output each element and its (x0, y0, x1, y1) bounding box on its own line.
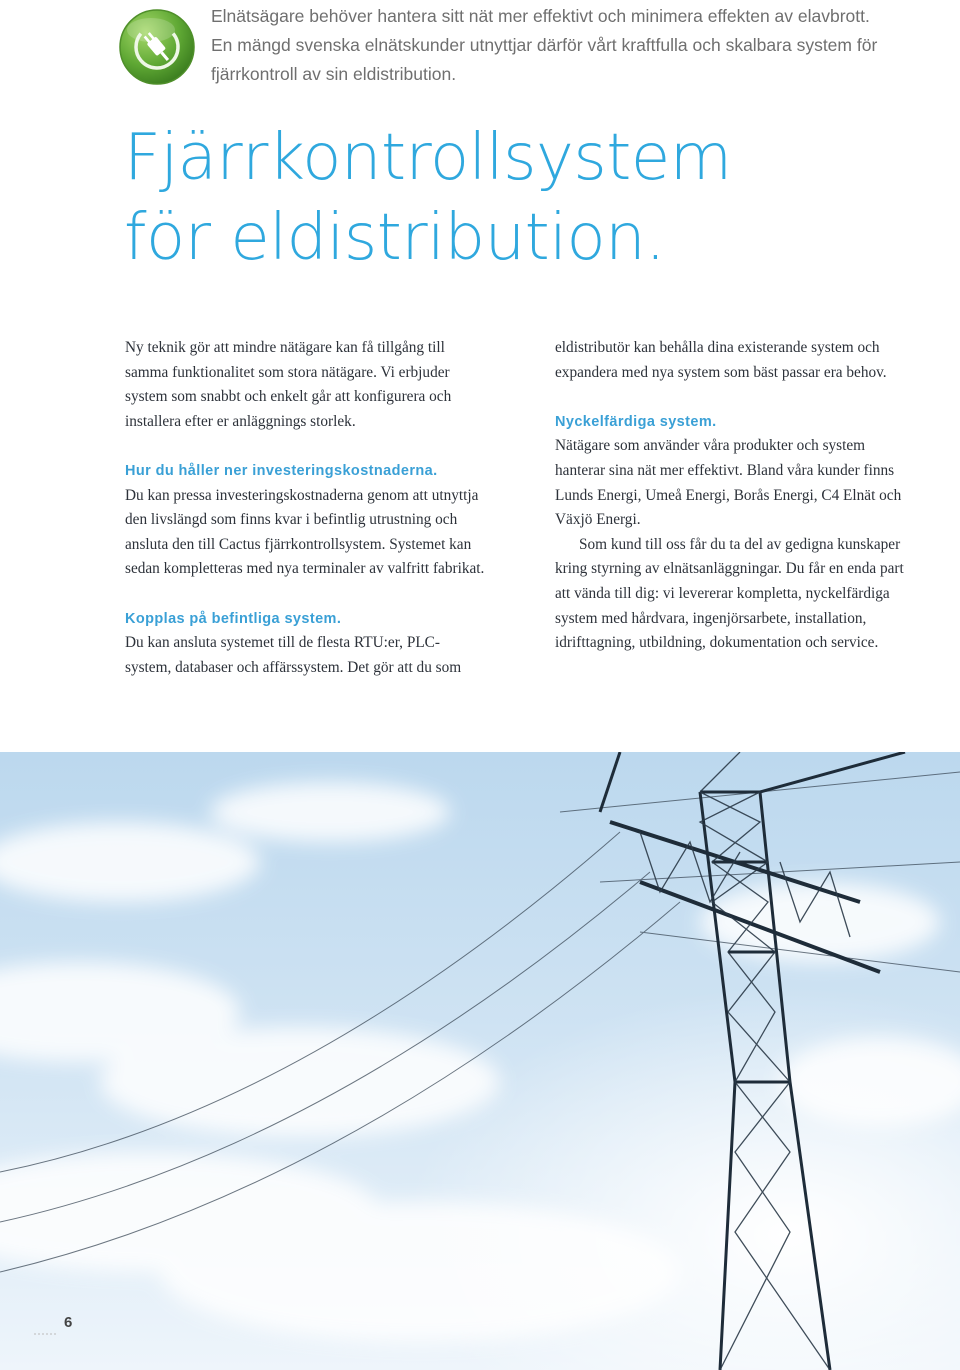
power-pylon-photo (0, 752, 960, 1370)
text-line: Du kan ansluta systemet till de flesta RTU:er, PLC- (125, 634, 440, 652)
paragraph (555, 336, 955, 385)
text-line: sedan kompletteras med nya terminaler av valfritt fabrikat. (125, 560, 485, 578)
text-line: installera efter er anläggnings storlek. (125, 412, 356, 430)
page-title (124, 118, 884, 278)
page-marker (34, 1322, 56, 1324)
power-plug-icon (118, 8, 196, 86)
text-line: system som snabbt och enkelt går att konfigurera och (125, 388, 452, 406)
title-line: för eldistribution. (124, 201, 666, 275)
paragraph (555, 434, 955, 532)
left-column (125, 336, 520, 680)
text-line: system, databaser och affärssystem. Det gör att du som (125, 658, 462, 676)
paragraph (125, 631, 520, 680)
section-heading: Nyckelfärdiga system. (555, 413, 717, 430)
right-column (555, 336, 955, 656)
title-line: Fjärrkontrollsystem (124, 121, 732, 195)
text-line: expandera med nya system som bäst passar era behov. (555, 363, 887, 381)
text-line: eldistributör kan behålla dina existerande system och (555, 339, 880, 356)
text-line: Du kan pressa investeringskostnaderna genom att utnyttja (125, 486, 479, 504)
intro-line: fjärrkontroll av sin eldistribution. (211, 64, 457, 84)
text-line: samma funktionalitet som stora nätägare. Vi erbjuder (125, 363, 450, 381)
text-line: ansluta den till Cactus fjärrkontrollsystem. Systemet kan (125, 535, 472, 553)
section-heading: Kopplas på befintliga system. (125, 610, 342, 627)
intro-line: En mängd svenska elnätskunder utnyttjar därför vårt kraftfulla och skalbara system för (211, 35, 878, 55)
text-line: system med hårdvara, ingenjörsarbete, installation, (555, 609, 867, 627)
text-line: Växjö Energi. (555, 511, 641, 529)
text-line: Ny teknik gör att mindre nätägare kan få tillgång till (125, 339, 445, 356)
intro-line: Elnätsägare behöver hantera sitt nät mer effektivt och minimera effekten av elavbrott. (211, 6, 870, 26)
text-line: kring styrning av elnätsanläggningar. Du får en enda part (555, 560, 904, 578)
text-line: Som kund till oss får du ta del av gedigna kunskaper (579, 535, 901, 553)
text-line: att vända till dig: vi levererar kompletta, nyckelfärdiga (555, 584, 890, 602)
intro-text (211, 2, 931, 89)
text-line: idrifttagning, utbildning, dokumentation och service. (555, 634, 879, 652)
paragraph (125, 336, 520, 434)
text-line: Nätägare som använder våra produkter och system (555, 437, 866, 455)
paragraph (125, 484, 520, 582)
paragraph (555, 533, 955, 656)
section-heading: Hur du håller ner investeringskostnaderna. (125, 462, 438, 479)
text-line: Lunds Energi, Umeå Energi, Borås Energi, C4 Elnät och (555, 486, 902, 504)
text-line: den livslängd som finns kvar i befintlig utrustning och (125, 511, 458, 529)
page-number: 6 (64, 1314, 73, 1331)
text-line: hanterar sina nät mer effektivt. Bland våra kunder finns (555, 461, 895, 479)
